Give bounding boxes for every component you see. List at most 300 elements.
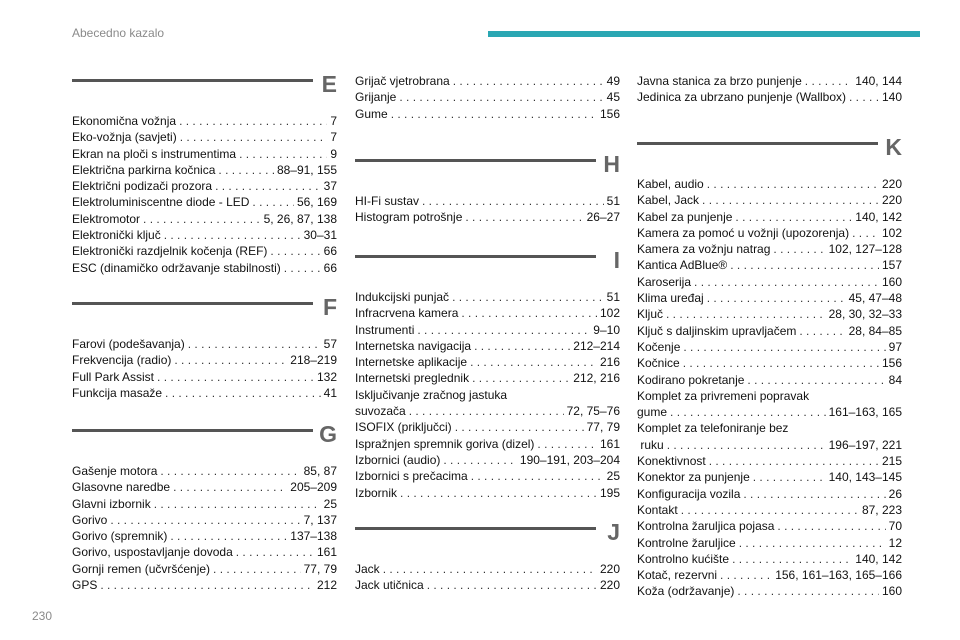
index-entry (637, 486, 902, 502)
index-entry-pages: 5, 26, 87, 138 (263, 211, 337, 226)
dot-leader (465, 209, 583, 225)
section-letter: K (885, 134, 902, 160)
section-E (72, 71, 337, 276)
index-entry (72, 260, 337, 276)
index-entry-term: Eko-vožnja (savjeti) (72, 130, 177, 145)
index-entry (637, 518, 902, 534)
index-entry-term: GPS (72, 578, 98, 593)
index-entry-term: HI-Fi sustav (355, 194, 420, 208)
index-entry-pages: 212 (316, 578, 337, 593)
index-entry-pages: 51 (606, 290, 620, 304)
index-entry (355, 577, 620, 593)
index-entry-term: Full Park Assist (72, 369, 155, 384)
dot-leader (799, 323, 845, 339)
index-entry (72, 129, 337, 145)
index-entry (637, 192, 902, 208)
dot-leader (747, 372, 885, 388)
dot-leader (455, 419, 584, 435)
index-entry-term: Komplet za privremeni popravak (637, 388, 810, 403)
index-entry-term: Ekran na ploči s instrumentima (72, 146, 237, 161)
index-entry-term: Elektroluminiscentne diode - LED (72, 195, 250, 210)
index-entry-term: Ključ s daljinskim upravljačem (637, 323, 797, 338)
section-divider (355, 255, 596, 258)
index-entry-pages: 26–27 (586, 210, 620, 225)
section-heading (355, 151, 620, 187)
index-entry-term: Gašenje motora (72, 464, 158, 478)
index-entry (637, 241, 902, 257)
dot-leader (218, 162, 274, 178)
index-entry (355, 73, 620, 89)
dot-leader (400, 485, 597, 501)
dot-leader (417, 322, 590, 338)
dot-leader (670, 404, 826, 420)
index-entry (637, 567, 902, 583)
index-entry (637, 257, 902, 273)
index-entry (355, 338, 620, 354)
index-entry-term: Histogram potrošnje (355, 210, 463, 225)
running-header-title: Abecedno kazalo (72, 26, 165, 40)
dot-leader (702, 192, 879, 208)
index-entry-term: Glasovne naredbe (72, 480, 171, 495)
dot-leader (852, 225, 879, 241)
index-entry-pages: 140, 142 (855, 209, 902, 224)
section-I (355, 247, 620, 501)
dot-leader (100, 577, 314, 593)
index-entry-pages: 102, 127–128 (828, 242, 902, 257)
index-entry-term: Funkcija masaže (72, 385, 163, 400)
index-entry-term: suvozača (355, 404, 406, 419)
index-entry-pages: 77, 79 (303, 561, 337, 576)
section-divider (355, 159, 596, 162)
index-entry-pages: 45 (606, 90, 620, 105)
index-entry-pages: 102 (881, 225, 902, 240)
dot-leader (160, 463, 300, 479)
index-entry-pages: 25 (323, 496, 337, 511)
index-entry-pages: 216 (599, 355, 620, 370)
index-entry (637, 583, 902, 599)
dot-leader (694, 274, 879, 290)
dot-leader (681, 502, 859, 518)
dot-leader (174, 352, 287, 368)
index-entry (637, 437, 902, 453)
index-entry-pages: 88–91, 155 (276, 162, 337, 177)
index-entry-term: Konfiguracija vozila (637, 486, 741, 501)
index-entry-pages: 66 (323, 260, 337, 275)
dot-leader (707, 176, 879, 192)
index-entry-term: ESC (dinamičko održavanje stabilnosti) (72, 260, 281, 275)
dot-leader (849, 89, 879, 105)
index-entry-pages: 161–163, 165 (828, 405, 902, 420)
index-entry (72, 544, 337, 560)
index-entry (637, 225, 902, 241)
dot-leader (173, 479, 287, 495)
index-entry (637, 73, 902, 89)
index-entry-pages: 57 (323, 337, 337, 351)
section-H (355, 151, 620, 226)
index-entry (355, 209, 620, 225)
section-K (637, 134, 902, 600)
dot-leader (707, 290, 846, 306)
index-entry-pages: 220 (599, 562, 620, 576)
index-entry (355, 370, 620, 386)
index-entry-term: Infracrvena kamera (355, 306, 459, 321)
index-entry-pages: 9 (330, 146, 337, 161)
dot-leader (422, 193, 604, 209)
dot-leader (709, 453, 879, 469)
index-entry-pages: 161 (599, 436, 620, 451)
section-letter: I (613, 247, 620, 273)
index-entry-term: Kamera za pomoć u vožnji (upozorenja) (637, 225, 850, 240)
section-divider (637, 142, 878, 145)
index-entry-term: Internetske aplikacije (355, 355, 468, 370)
section-heading (72, 421, 337, 457)
index-entry-term: Elektronički razdjelnik kočenja (REF) (72, 244, 268, 259)
dot-leader (270, 243, 320, 259)
section-heading (72, 294, 337, 330)
index-entry-term: Grijač vjetrobrana (355, 74, 450, 88)
index-entry (637, 323, 902, 339)
dot-leader (427, 577, 597, 593)
section-heading (355, 519, 620, 555)
index-entry (637, 355, 902, 371)
index-entry-pages: 140, 143–145 (828, 470, 902, 485)
index-entry (355, 106, 620, 122)
dot-leader (157, 369, 314, 385)
dot-leader (443, 452, 517, 468)
index-entry-pages: 161 (316, 545, 337, 560)
index-entry-term: Kamera za vožnju natrag (637, 242, 771, 257)
index-entry-term: Gorivo (spremnik) (72, 529, 168, 544)
page-number: 230 (32, 609, 53, 623)
index-entry-term: Kontakt (637, 502, 678, 517)
index-entry (355, 468, 620, 484)
index-entry (72, 113, 337, 129)
index-entry-pages: 66 (323, 244, 337, 259)
dot-leader (805, 73, 853, 89)
dot-leader (391, 106, 597, 122)
index-entry-term: Indukcijski punjač (355, 290, 450, 304)
index-entry (72, 211, 337, 227)
index-entry-term: Gume (355, 106, 388, 121)
index-entry-pages: 97 (888, 339, 902, 354)
index-entry-pages: 215 (881, 454, 902, 469)
dot-leader (164, 227, 301, 243)
index-entry-pages: 28, 84–85 (848, 323, 902, 338)
index-entry-term: Gornji remen (učvršćenje) (72, 561, 211, 576)
index-entry (637, 290, 902, 306)
index-entry-term: ruku (637, 437, 664, 452)
index-entry (355, 89, 620, 105)
index-entry-term: gume (637, 405, 668, 420)
dot-leader (284, 260, 321, 276)
index-entry-pages: 85, 87 (303, 464, 337, 478)
index-entry-term: Isključivanje zračnog jastuka (355, 387, 508, 402)
index-entry-pages: 51 (606, 194, 620, 208)
section-J-continued (637, 73, 902, 106)
dot-leader (537, 436, 597, 452)
index-entry-term: Koža (održavanje) (637, 584, 735, 599)
section-G (72, 421, 337, 593)
index-entry (637, 551, 902, 567)
index-entry-term: Kodirano pokretanje (637, 372, 745, 387)
section-F (72, 294, 337, 401)
index-entry-pages: 220 (881, 177, 902, 191)
index-entry-pages: 26 (888, 486, 902, 501)
index-entry-pages: 196–197, 221 (828, 437, 902, 452)
index-entry-term: Kantica AdBlue® (637, 258, 728, 273)
index-entry-term: Kočenje (637, 339, 681, 354)
index-entry-pages: 212, 216 (573, 371, 620, 386)
index-entry (72, 385, 337, 401)
index-entry (355, 289, 620, 305)
dot-leader (753, 469, 826, 485)
section-divider (72, 429, 313, 432)
index-entry-pages: 7, 137 (303, 512, 337, 527)
dot-leader (165, 385, 321, 401)
index-entry-pages: 137–138 (290, 529, 337, 544)
index-entry-term: Gorivo (72, 512, 108, 527)
index-entry-pages: 160 (881, 584, 902, 599)
dot-leader (735, 209, 852, 225)
index-entry-term: Instrumenti (355, 322, 415, 337)
index-entry (637, 306, 902, 322)
dot-leader (666, 306, 826, 322)
dot-leader (215, 178, 321, 194)
dot-leader (239, 146, 327, 162)
index-entry-term: Klima uređaj (637, 291, 704, 306)
dot-leader (213, 561, 301, 577)
index-entry (355, 193, 620, 209)
index-entry-term: Farovi (podešavanja) (72, 337, 185, 351)
index-entry (72, 528, 337, 544)
section-J (355, 519, 620, 594)
index-entry-pages: 45, 47–48 (848, 291, 902, 306)
index-entry-term: Ekonomična vožnja (72, 114, 177, 128)
index-entry (637, 535, 902, 551)
index-entry-pages: 212–214 (573, 338, 620, 353)
index-entry (72, 227, 337, 243)
index-entry-pages: 7 (330, 114, 337, 128)
section-letter: G (319, 421, 337, 447)
index-entry (72, 577, 337, 593)
dot-leader (739, 535, 886, 551)
dot-leader (180, 129, 328, 145)
dot-leader (409, 403, 564, 419)
index-entry-term: Kontrolna žaruljica pojasa (637, 519, 775, 534)
index-entry-pages: 70 (888, 519, 902, 534)
index-entry (72, 479, 337, 495)
dot-leader (252, 194, 294, 210)
index-entry-term: Gorivo, uspostavljanje dovoda (72, 545, 233, 560)
index-entry-pages: 28, 30, 32–33 (828, 307, 902, 322)
dot-leader (683, 355, 879, 371)
index-entry-pages: 7 (330, 130, 337, 145)
dot-leader (683, 339, 885, 355)
index-entry (72, 243, 337, 259)
index-entry (72, 162, 337, 178)
index-entry-pages: 30–31 (303, 228, 337, 243)
index-entry-pages: 160 (881, 274, 902, 289)
section-divider (72, 79, 313, 82)
index-entry (637, 176, 902, 192)
index-entry-pages: 140, 144 (855, 74, 902, 88)
index-entry (355, 452, 620, 468)
index-entry (637, 404, 902, 420)
dot-leader (399, 89, 603, 105)
section-divider (355, 527, 596, 530)
index-entry-pages: 87, 223 (861, 502, 902, 517)
dot-leader (179, 113, 327, 129)
header-accent-bar (488, 31, 920, 37)
index-entry (355, 419, 620, 435)
dot-leader (453, 73, 604, 89)
index-entry (355, 561, 620, 577)
index-entry-pages: 37 (323, 179, 337, 194)
index-entry-term: Konektivnost (637, 454, 706, 469)
dot-leader (773, 241, 825, 257)
index-entry-term: Glavni izbornik (72, 496, 151, 511)
index-entry (637, 453, 902, 469)
dot-leader (383, 561, 597, 577)
dot-leader (170, 528, 287, 544)
index-entry (355, 305, 620, 321)
index-entry-term: Javna stanica za brzo punjenje (637, 74, 802, 88)
index-entry (637, 209, 902, 225)
dot-leader (470, 354, 597, 370)
section-heading (355, 247, 620, 283)
dot-leader (110, 512, 300, 528)
index-entry (637, 469, 902, 485)
index-entry (637, 372, 902, 388)
index-entry-term: Karoserija (637, 274, 692, 289)
dot-leader (188, 336, 321, 352)
index-entry-term: Električni podizači prozora (72, 179, 213, 194)
index-entry-pages: 157 (881, 258, 902, 273)
section-letter: E (321, 71, 337, 97)
index-entry-term: Kontrolne žaruljice (637, 535, 736, 550)
index-entry (637, 502, 902, 518)
index-entry-pages: 132 (316, 369, 337, 384)
index-entry-pages: 41 (323, 385, 337, 400)
index-entry (72, 336, 337, 352)
index-entry-term: Komplet za telefoniranje bez (637, 421, 789, 436)
index-entry (72, 146, 337, 162)
index-entry (72, 496, 337, 512)
index-entry-term: Kotač, rezervni (637, 568, 718, 583)
index-entry-term: Konektor za punjenje (637, 470, 750, 485)
index-entry-pages: 140, 142 (855, 551, 902, 566)
index-entry-term: Kontrolno kućište (637, 551, 730, 566)
index-entry (637, 89, 902, 105)
dot-leader (474, 338, 570, 354)
section-G-continued (355, 73, 620, 122)
index-entry-pages: 102 (599, 306, 620, 321)
dot-leader (154, 496, 321, 512)
dot-leader (236, 544, 314, 560)
index-entry-pages: 9–10 (593, 322, 620, 337)
index-entry-term: Internetski preglednik (355, 371, 470, 386)
index-entry-pages: 140 (881, 90, 902, 105)
index-entry-pages: 12 (888, 535, 902, 550)
dot-leader (471, 468, 604, 484)
index-entry-term: Izbornici s prečacima (355, 469, 468, 484)
index-entry (72, 178, 337, 194)
index-entry-term: Ključ (637, 307, 664, 322)
index-entry-term: Izbornik (355, 485, 398, 500)
index-entry (355, 354, 620, 370)
index-entry-pages: 77, 79 (586, 420, 620, 435)
index-entry-term: Frekvencija (radio) (72, 353, 172, 368)
index-entry (637, 274, 902, 290)
index-entry (355, 322, 620, 338)
index-entry-pages: 190–191, 203–204 (519, 452, 620, 467)
index-entry-pages: 218–219 (290, 353, 337, 368)
index-entry-term: Internetska navigacija (355, 338, 472, 353)
index-entry (355, 403, 620, 419)
index-entry-term: Električna parkirna kočnica (72, 162, 216, 177)
index-entry-pages: 156 (881, 356, 902, 371)
index-entry-pages: 156 (599, 106, 620, 121)
index-entry (72, 463, 337, 479)
index-entry (72, 352, 337, 368)
dot-leader (667, 437, 826, 453)
index-entry-pages: 220 (881, 193, 902, 208)
index-entry-term: Kabel, audio (637, 177, 704, 191)
dot-leader (720, 567, 772, 583)
index-entry-term: Grijanje (355, 90, 397, 105)
index-entry-term: Jack utičnica (355, 578, 424, 593)
section-heading (72, 71, 337, 107)
dot-leader (777, 518, 885, 534)
index-entry (72, 561, 337, 577)
index-entry-pages: 56, 169 (296, 195, 337, 210)
dot-leader (743, 486, 885, 502)
index-entry (637, 339, 902, 355)
index-entry-pages: 84 (888, 372, 902, 387)
index-entry-term: Elektromotor (72, 211, 141, 226)
index-entry-pages: 156, 161–163, 165–166 (775, 568, 902, 583)
dot-leader (472, 370, 570, 386)
dot-leader (737, 583, 879, 599)
index-entry-pages: 49 (606, 74, 620, 88)
index-entry (355, 436, 620, 452)
index-entry (355, 485, 620, 501)
index-entry-pages: 72, 75–76 (566, 404, 620, 419)
dot-leader (730, 257, 879, 273)
index-entry-pages: 25 (606, 469, 620, 484)
index-entry-term: Elektronički ključ (72, 228, 161, 243)
section-heading (637, 134, 902, 170)
index-entry-term: Kabel za punjenje (637, 209, 733, 224)
section-divider (72, 302, 313, 305)
section-letter: F (322, 294, 337, 320)
index-entry-term: Kabel, Jack (637, 193, 700, 208)
dot-leader (143, 211, 261, 227)
index-entry (72, 369, 337, 385)
index-entry-term: Izbornici (audio) (355, 452, 441, 467)
index-entry-term: Jedinica za ubrzano punjenje (Wallbox) (637, 90, 847, 105)
index-entry-term: Ispražnjen spremnik goriva (dizel) (355, 436, 535, 451)
section-letter: H (603, 151, 620, 177)
section-letter: J (607, 519, 620, 545)
dot-leader (461, 305, 597, 321)
index-entry-pages: 205–209 (290, 480, 337, 495)
index-entry-pages: 195 (599, 485, 620, 500)
index-entry-term: Jack (355, 562, 380, 576)
index-entry-term: Kočnice (637, 356, 680, 371)
index-entry (72, 194, 337, 210)
index-entry-pages: 220 (599, 578, 620, 593)
